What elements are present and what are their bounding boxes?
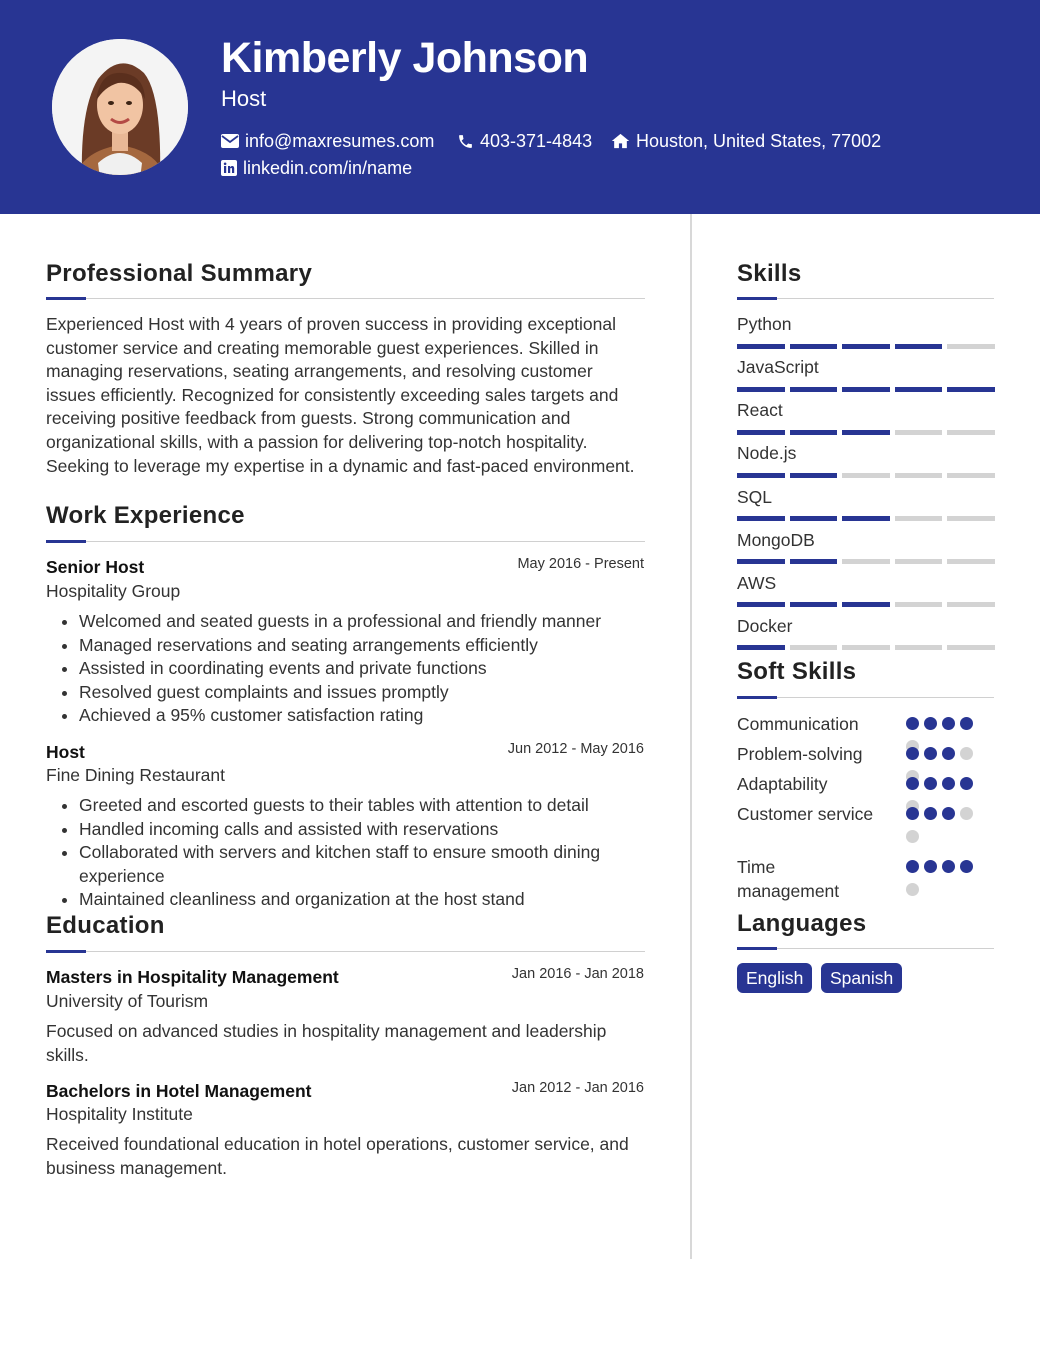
skill-segment-filled <box>842 387 890 392</box>
profile-photo <box>52 39 188 175</box>
skill-name: React <box>737 400 783 420</box>
experience-accent <box>46 540 86 543</box>
skill-segment-empty <box>895 559 943 564</box>
skill-name: Docker <box>737 616 793 636</box>
skill-segment-empty <box>947 430 995 435</box>
skill-segment-filled <box>737 473 785 478</box>
skill-name: MongoDB <box>737 530 815 550</box>
skill-segment-empty <box>895 602 943 607</box>
soft-skill-name: Adaptability <box>737 774 828 794</box>
summary-accent <box>46 297 86 300</box>
education-accent <box>46 950 86 953</box>
list-item: • Assisted in coordinating events and private functions <box>79 657 644 681</box>
skill-segment-filled <box>895 387 943 392</box>
skills-accent <box>737 297 777 300</box>
rating-dot-filled <box>960 717 973 730</box>
skill-level-bar <box>737 559 995 564</box>
skill-segment-empty <box>947 559 995 564</box>
rating-dot-filled <box>942 807 955 820</box>
skill-segment-filled <box>842 516 890 521</box>
column-divider <box>690 214 692 1259</box>
rating-dot-filled <box>942 747 955 760</box>
linkedin-text: linkedin.com/in/name <box>243 157 413 178</box>
skill-segment-filled <box>790 430 838 435</box>
skill-segment-filled <box>737 602 785 607</box>
skill-segment-empty <box>895 645 943 650</box>
skill-segment-filled <box>790 473 838 478</box>
education-dates: Jan 2012 - Jan 2016 <box>511 1080 644 1096</box>
phone-icon <box>457 133 474 150</box>
list-item: • Handled incoming calls and assisted with reservations <box>79 818 644 842</box>
email-text: info@maxresumes.com <box>245 130 435 151</box>
education-rule <box>46 951 645 952</box>
rating-dot-empty <box>960 807 973 820</box>
summary-rule <box>46 298 645 299</box>
degree-title: Masters in Hospitality Management <box>46 967 339 987</box>
education-description: Received foundational education in hotel operations, customer service, and business management. <box>46 1134 629 1178</box>
school-name: University of Tourism <box>46 991 209 1011</box>
soft-skills-accent <box>737 696 777 699</box>
candidate-title: Host <box>221 86 267 111</box>
rating-dot-filled <box>924 717 937 730</box>
rating-dot-filled <box>960 777 973 790</box>
phone-text: 403-371-4843 <box>480 130 593 151</box>
skill-segment-filled <box>947 387 995 392</box>
contact-phone[interactable] <box>457 130 592 152</box>
soft-skill-rating <box>906 860 980 896</box>
soft-skill-name: Communication <box>737 714 859 734</box>
skill-segment-filled <box>737 645 785 650</box>
soft-skill-rating <box>906 807 980 843</box>
languages-heading: Languages <box>737 910 867 937</box>
skill-segment-filled <box>895 344 943 349</box>
skill-segment-empty <box>947 344 995 349</box>
skill-name: Python <box>737 314 792 334</box>
language-badge: Spanish <box>821 963 902 993</box>
rating-dot-empty <box>906 883 919 896</box>
skill-segment-empty <box>947 516 995 521</box>
rating-dot-filled <box>924 860 937 873</box>
school-name: Hospitality Institute <box>46 1104 193 1124</box>
list-item: • Achieved a 95% customer satisfaction rating <box>79 704 644 728</box>
experience-rule <box>46 541 645 542</box>
skill-segment-empty <box>842 559 890 564</box>
skill-segment-filled <box>842 602 890 607</box>
soft-skill-name: Time management <box>737 857 840 901</box>
rating-dot-empty <box>906 830 919 843</box>
rating-dot-filled <box>924 747 937 760</box>
experience-heading: Work Experience <box>46 502 245 529</box>
skill-segment-filled <box>737 387 785 392</box>
rating-dot-filled <box>906 747 919 760</box>
skill-segment-filled <box>842 344 890 349</box>
summary-heading: Professional Summary <box>46 260 313 287</box>
job-title: Host <box>46 742 85 762</box>
summary-text: Experienced Host with 4 years of proven success in providing exceptional customer service and creating memorable guest experiences. Skilled in managing reservations, seating arrangements, and resolving customer issues efficiently. Recognized for consistently exceeding sales targets and receiving positive feedback from guests. Strong communication and organizational skills, with a passion for delivering top-notch hospitality. Seeking to leverage my expertise in a dynamic and fast-paced environment. <box>46 314 635 476</box>
skill-segment-filled <box>842 430 890 435</box>
skill-level-bar <box>737 645 995 650</box>
skill-segment-filled <box>737 430 785 435</box>
rating-dot-filled <box>942 717 955 730</box>
rating-dot-filled <box>924 777 937 790</box>
rating-dot-filled <box>960 860 973 873</box>
job-bullets <box>46 610 644 728</box>
soft-skills-heading: Soft Skills <box>737 658 857 685</box>
skill-segment-empty <box>895 430 943 435</box>
list-item: • Resolved guest complaints and issues promptly <box>79 681 644 705</box>
rating-dot-filled <box>942 860 955 873</box>
skill-segment-filled <box>790 387 838 392</box>
skill-name: SQL <box>737 487 773 507</box>
rating-dot-filled <box>924 807 937 820</box>
rating-dot-filled <box>906 777 919 790</box>
job-organization: Hospitality Group <box>46 581 181 601</box>
skill-segment-empty <box>842 645 890 650</box>
contact-location <box>611 130 881 152</box>
linkedin-icon <box>221 160 237 176</box>
list-item: • Collaborated with servers and kitchen staff to ensure smooth dining experience <box>79 841 644 888</box>
skill-level-bar <box>737 473 995 478</box>
soft-skill-name: Problem-solving <box>737 744 863 764</box>
home-icon <box>611 133 630 149</box>
skill-segment-empty <box>895 473 943 478</box>
skill-segment-empty <box>790 645 838 650</box>
languages-accent <box>737 947 777 950</box>
skills-heading: Skills <box>737 260 802 287</box>
skill-segment-empty <box>947 473 995 478</box>
list-item: • Welcomed and seated guests in a professional and friendly manner <box>79 610 644 634</box>
skill-segment-empty <box>895 516 943 521</box>
degree-title: Bachelors in Hotel Management <box>46 1081 312 1101</box>
job-dates: May 2016 - Present <box>517 556 644 572</box>
skill-level-bar <box>737 516 995 521</box>
skill-level-bar <box>737 344 995 349</box>
rating-dot-filled <box>906 717 919 730</box>
envelope-icon <box>221 134 239 148</box>
skill-segment-empty <box>947 645 995 650</box>
rating-dot-filled <box>906 807 919 820</box>
language-badge: English <box>737 963 812 993</box>
list-item: • Greeted and escorted guests to their tables with attention to detail <box>79 794 644 818</box>
candidate-name: Kimberly Johnson <box>221 34 589 82</box>
contact-linkedin[interactable] <box>221 157 412 179</box>
soft-skill-name: Customer service <box>737 804 874 824</box>
skill-segment-empty <box>842 473 890 478</box>
education-dates: Jan 2016 - Jan 2018 <box>511 966 644 982</box>
resume-header <box>0 0 1040 214</box>
contact-email[interactable] <box>221 130 434 152</box>
skill-segment-filled <box>737 344 785 349</box>
skill-segment-filled <box>790 559 838 564</box>
list-item: • Maintained cleanliness and organization at the host stand <box>79 888 644 912</box>
list-item: • Managed reservations and seating arrangements efficiently <box>79 634 644 658</box>
location-text: Houston, United States, 77002 <box>636 130 882 151</box>
job-title: Senior Host <box>46 557 145 577</box>
skill-segment-filled <box>790 516 838 521</box>
skill-segment-filled <box>790 602 838 607</box>
rating-dot-empty <box>960 747 973 760</box>
job-organization: Fine Dining Restaurant <box>46 765 225 785</box>
skill-segment-empty <box>947 602 995 607</box>
skill-level-bar <box>737 387 995 392</box>
skill-segment-filled <box>790 344 838 349</box>
skill-name: AWS <box>737 573 777 593</box>
rating-dot-filled <box>942 777 955 790</box>
skill-name: Node.js <box>737 443 797 463</box>
education-description: Focused on advanced studies in hospitality management and leadership skills. <box>46 1021 607 1065</box>
job-bullets <box>46 794 644 912</box>
education-heading: Education <box>46 912 165 939</box>
skill-level-bar <box>737 430 995 435</box>
skill-segment-filled <box>737 516 785 521</box>
job-dates: Jun 2012 - May 2016 <box>507 741 644 757</box>
skill-name: JavaScript <box>737 357 819 377</box>
profile-photo-illustration <box>52 39 188 175</box>
skill-segment-filled <box>737 559 785 564</box>
rating-dot-filled <box>906 860 919 873</box>
skill-level-bar <box>737 602 995 607</box>
